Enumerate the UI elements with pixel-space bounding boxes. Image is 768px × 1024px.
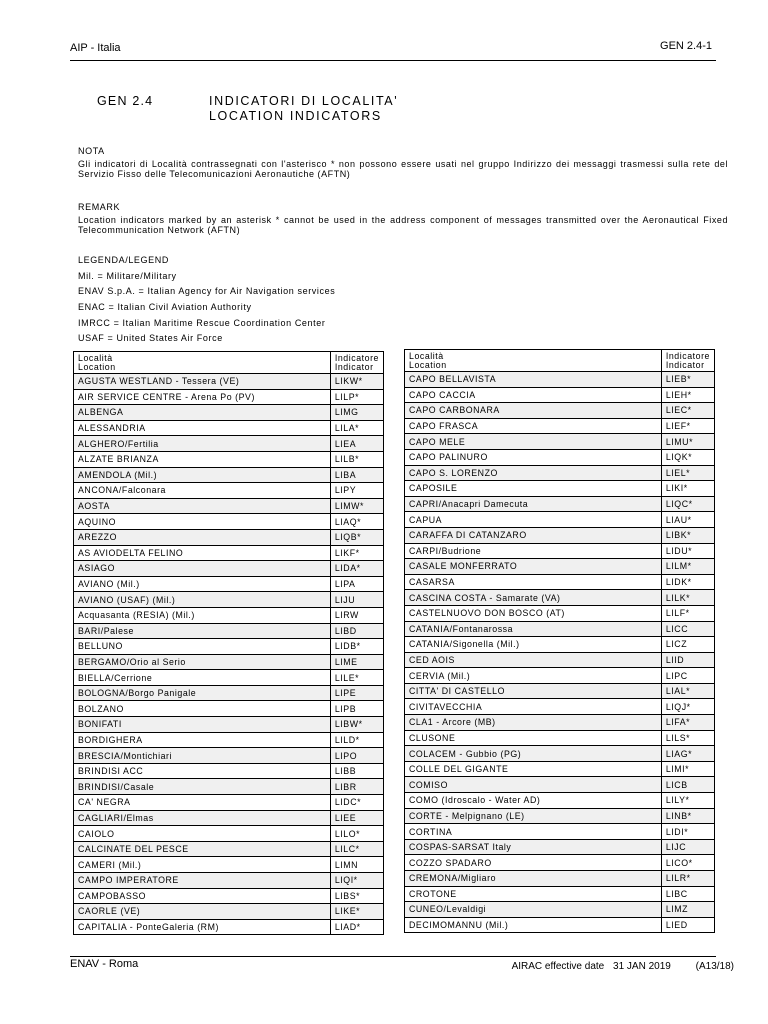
location-indicator: LILC* [330,841,383,857]
table-row [405,839,715,855]
section-heading-en: LOCATION INDICATORS [209,109,382,123]
location-indicator: LIBW* [330,717,383,733]
location-name: CLA1 - Arcore (MB) [405,715,662,731]
table-row [405,449,715,465]
table-row [74,483,384,499]
location-name: BOLZANO [74,701,331,717]
legend-item: USAF = United States Air Force [78,333,223,344]
nota-label: NOTA [78,146,105,156]
header-location-en: Location [78,361,116,372]
location-name: CARPI/Budrione [405,543,662,559]
location-name: CORTE - Melpignano (LE) [405,808,662,824]
table-row [74,623,384,639]
footer-airac-label: AIRAC effective date [511,961,605,972]
table-row [74,420,384,436]
header-location-en: Location [409,359,447,370]
location-indicator: LIEB* [661,372,714,388]
location-name: CA' NEGRA [74,795,331,811]
table-row [405,590,715,606]
table-row [74,561,384,577]
footer-divider [70,956,716,957]
location-name: CAPO PALINURO [405,449,662,465]
location-name: CERVIA (Mil.) [405,668,662,684]
table-row [405,465,715,481]
location-name: CAPO BELLAVISTA [405,372,662,388]
location-indicator: LIAU* [661,512,714,528]
location-name: CAPO CARBONARA [405,403,662,419]
location-name: AMENDOLA (Mil.) [74,467,331,483]
location-indicator: LILA* [330,420,383,436]
table-row [74,545,384,561]
location-name: AGUSTA WESTLAND - Tessera (VE) [74,374,331,390]
section-heading [209,94,398,124]
table-row [74,701,384,717]
location-indicator: LIBA [330,467,383,483]
location-indicator: LILP* [330,389,383,405]
location-indicator: LILD* [330,732,383,748]
location-indicator: LIAL* [661,683,714,699]
table-row [74,529,384,545]
header-location-it: Località [409,350,444,361]
table-row [74,467,384,483]
table-row [74,654,384,670]
table-row [405,372,715,388]
header-indicator-en: Indicator [665,359,705,370]
location-indicator: LIMZ [661,902,714,918]
location-indicator: LIMI* [661,761,714,777]
location-indicator: LIDB* [330,639,383,655]
table-row [74,592,384,608]
table-row [74,779,384,795]
location-indicator: LILF* [661,605,714,621]
location-name: BRINDISI/Casale [74,779,331,795]
section-number: GEN 2.4 [97,94,154,108]
table-row [74,732,384,748]
location-indicator: LIPA [330,576,383,592]
table-row [74,498,384,514]
table-row [74,748,384,764]
header-indicator [661,350,714,372]
table-header-row [74,352,384,374]
location-indicator: LICB [661,777,714,793]
table-row [74,873,384,889]
location-name: COLLE DEL GIGANTE [405,761,662,777]
header-page-number: GEN 2.4-1 [660,40,712,52]
table-row [405,886,715,902]
location-name: AVIANO (Mil.) [74,576,331,592]
footer-amendment: (A13/18) [695,961,734,972]
location-name: COMISO [405,777,662,793]
location-indicator: LIQJ* [661,699,714,715]
location-name: CAPO CACCIA [405,387,662,403]
location-name: CAPO FRASCA [405,418,662,434]
location-name: DECIMOMANNU (Mil.) [405,917,662,933]
header-location [405,350,662,372]
location-indicator: LIQI* [330,873,383,889]
location-name: ALGHERO/Fertilia [74,436,331,452]
location-indicator: LIPC [661,668,714,684]
table-row [405,434,715,450]
header-publication: AIP - Italia [70,42,121,54]
location-indicator: LILY* [661,793,714,809]
header-indicator-it: Indicatore [665,350,710,361]
location-name: Acquasanta (RESIA) (Mil.) [74,607,331,623]
location-name: COZZO SPADARO [405,855,662,871]
legend-item: ENAC = Italian Civil Aviation Authority [78,302,252,313]
table-row [405,668,715,684]
location-name: CED AOIS [405,652,662,668]
location-name: CAPOSILE [405,481,662,497]
location-name: ANCONA/Falconara [74,483,331,499]
legend-item: Mil. = Militare/Military [78,270,177,281]
table-row [405,808,715,824]
table-row [405,559,715,575]
location-indicator: LIPE [330,685,383,701]
location-name: CIVITAVECCHIA [405,699,662,715]
location-indicator: LIQK* [661,449,714,465]
table-row [405,902,715,918]
table-row [405,715,715,731]
location-indicator: LIKE* [330,904,383,920]
table-row [74,685,384,701]
location-name: CAPRI/Anacapri Damecuta [405,496,662,512]
location-name: CASALE MONFERRATO [405,559,662,575]
table-row [74,857,384,873]
table-row [405,699,715,715]
location-table-right [404,349,715,933]
legend-item: IMRCC = Italian Maritime Rescue Coordination Center [78,317,326,328]
location-indicator: LIEF* [661,418,714,434]
location-name: CAMERI (Mil.) [74,857,331,873]
location-indicator: LIKI* [661,481,714,497]
table-row [74,514,384,530]
table-row [74,904,384,920]
legend [78,255,335,349]
section-heading-it: INDICATORI DI LOCALITA' [209,94,399,108]
location-indicator: LIEL* [661,465,714,481]
location-name: BORDIGHERA [74,732,331,748]
table-row [405,418,715,434]
location-name: ALBENGA [74,405,331,421]
location-name: CASCINA COSTA - Samarate (VA) [405,590,662,606]
table-row [405,481,715,497]
location-name: CALCINATE DEL PESCE [74,841,331,857]
location-name: BOLOGNA/Borgo Panigale [74,685,331,701]
location-indicator: LIPY [330,483,383,499]
table-row [405,871,715,887]
location-indicator: LIEH* [661,387,714,403]
location-indicator: LIJU [330,592,383,608]
location-name: BIELLA/Cerrione [74,670,331,686]
table-row [405,917,715,933]
location-indicator: LIME [330,654,383,670]
location-indicator: LILS* [661,730,714,746]
location-name: AVIANO (USAF) (Mil.) [74,592,331,608]
location-indicator: LILR* [661,871,714,887]
location-name: CITTA' DI CASTELLO [405,683,662,699]
table-row [74,717,384,733]
location-name: CAMPOBASSO [74,888,331,904]
location-name: CAPUA [405,512,662,528]
location-indicator: LIJC [661,839,714,855]
location-name: CAGLIARI/Elmas [74,810,331,826]
table-row [74,451,384,467]
location-name: COMO (Idroscalo - Water AD) [405,793,662,809]
location-name: COLACEM - Gubbio (PG) [405,746,662,762]
location-indicator: LICO* [661,855,714,871]
table-row [405,637,715,653]
header-indicator-en: Indicator [334,361,374,372]
location-indicator: LIDI* [661,824,714,840]
location-indicator: LIAD* [330,919,383,935]
table-row [74,607,384,623]
footer-effective [506,961,734,972]
location-name: AOSTA [74,498,331,514]
footer-date: 31 JAN 2019 [613,961,671,972]
table-row [405,777,715,793]
location-name: BONIFATI [74,717,331,733]
table-row [405,543,715,559]
table-row [405,683,715,699]
location-name: CASTELNUOVO DON BOSCO (AT) [405,605,662,621]
header-indicator-it: Indicatore [334,352,379,363]
table-row [74,919,384,935]
location-name: ALESSANDRIA [74,420,331,436]
location-name: CUNEO/Levaldigi [405,902,662,918]
location-indicator: LIDC* [330,795,383,811]
location-name: CAPITALIA - PonteGaleria (RM) [74,919,331,935]
table-row [405,403,715,419]
location-name: CARAFFA DI CATANZARO [405,527,662,543]
location-indicator: LIEE [330,810,383,826]
table-row [74,436,384,452]
location-name: CATANIA/Fontanarossa [405,621,662,637]
location-indicator: LILK* [661,590,714,606]
table-row [405,574,715,590]
location-name: CAORLE (VE) [74,904,331,920]
location-indicator: LILE* [330,670,383,686]
location-indicator: LIMU* [661,434,714,450]
table-row [74,374,384,390]
location-name: CAPO S. LORENZO [405,465,662,481]
location-indicator: LIID [661,652,714,668]
location-indicator: LILB* [330,451,383,467]
location-indicator: LIDU* [661,543,714,559]
table-row [74,888,384,904]
table-row [74,841,384,857]
location-indicator: LIKF* [330,545,383,561]
location-indicator: LIRW [330,607,383,623]
table-row [405,793,715,809]
table-row [405,512,715,528]
header-indicator [330,352,383,374]
location-indicator: LIDK* [661,574,714,590]
location-name: CROTONE [405,886,662,902]
table-row [405,761,715,777]
location-name: CASARSA [405,574,662,590]
location-name: CATANIA/Sigonella (Mil.) [405,637,662,653]
remark-text: Location indicators marked by an asterisk * cannot be used in the address component of messages transmitted over the Aeronautical Fixed Telecommunication Network (AFTN) [78,215,728,235]
table-row [405,855,715,871]
location-indicator: LIED [661,917,714,933]
location-indicator: LINB* [661,808,714,824]
location-indicator: LICZ [661,637,714,653]
location-name: CORTINA [405,824,662,840]
location-name: ASIAGO [74,561,331,577]
table-row [74,763,384,779]
location-name: BARI/Palese [74,623,331,639]
location-indicator: LIBB [330,763,383,779]
location-indicator: LILO* [330,826,383,842]
location-name: ALZATE BRIANZA [74,451,331,467]
table-row [74,405,384,421]
table-row [405,387,715,403]
table-row [405,527,715,543]
location-indicator: LIKW* [330,374,383,390]
location-indicator: LIEA [330,436,383,452]
footer-publisher: ENAV - Roma [70,958,139,970]
location-name: AREZZO [74,529,331,545]
table-row [405,730,715,746]
location-indicator: LIAG* [661,746,714,762]
location-indicator: LIAQ* [330,514,383,530]
table-row [405,621,715,637]
location-name: AQUINO [74,514,331,530]
location-name: AS AVIODELTA FELINO [74,545,331,561]
table-row [74,389,384,405]
location-name: BELLUNO [74,639,331,655]
location-name: BRINDISI ACC [74,763,331,779]
table-row [405,496,715,512]
location-indicator: LIMN [330,857,383,873]
location-indicator: LIBK* [661,527,714,543]
legend-item: ENAV S.p.A. = Italian Agency for Air Navigation services [78,286,336,297]
location-indicator: LIEC* [661,403,714,419]
location-name: CAMPO IMPERATORE [74,873,331,889]
location-indicator: LIQC* [661,496,714,512]
location-indicator: LIPO [330,748,383,764]
location-indicator: LIDA* [330,561,383,577]
table-row [74,670,384,686]
location-name: CAPO MELE [405,434,662,450]
table-row [74,826,384,842]
table-row [74,795,384,811]
table-row [405,824,715,840]
legend-title: LEGENDA/LEGEND [78,255,169,265]
location-name: CAIOLO [74,826,331,842]
location-indicator: LIBC [661,886,714,902]
table-header-row [405,350,715,372]
location-name: CREMONA/Migliaro [405,871,662,887]
table-row [74,639,384,655]
location-indicator: LIBS* [330,888,383,904]
header-divider [70,60,716,61]
location-name: COSPAS-SARSAT Italy [405,839,662,855]
location-indicator: LICC [661,621,714,637]
location-name: BERGAMO/Orio al Serio [74,654,331,670]
table-row [405,746,715,762]
location-indicator: LIBR [330,779,383,795]
location-indicator: LIFA* [661,715,714,731]
location-name: BRESCIA/Montichiari [74,748,331,764]
nota-text: Gli indicatori di Località contrassegnati con l'asterisco * non possono essere usati nel gruppo Indirizzo dei messaggi trasmessi sulla rete del Servizio Fisso delle Telecomunicazioni Aeronautiche (AFTN) [78,159,728,179]
location-indicator: LIBD [330,623,383,639]
location-name: CLUSONE [405,730,662,746]
location-indicator: LIMW* [330,498,383,514]
table-row [405,605,715,621]
header-location [74,352,331,374]
table-row [405,652,715,668]
location-table-left [73,351,384,935]
location-indicator: LIPB [330,701,383,717]
location-name: AIR SERVICE CENTRE - Arena Po (PV) [74,389,331,405]
location-indicator: LILM* [661,559,714,575]
location-indicator: LIQB* [330,529,383,545]
table-row [74,810,384,826]
header-location-it: Località [78,352,113,363]
remark-label: REMARK [78,202,121,212]
location-indicator: LIMG [330,405,383,421]
table-row [74,576,384,592]
